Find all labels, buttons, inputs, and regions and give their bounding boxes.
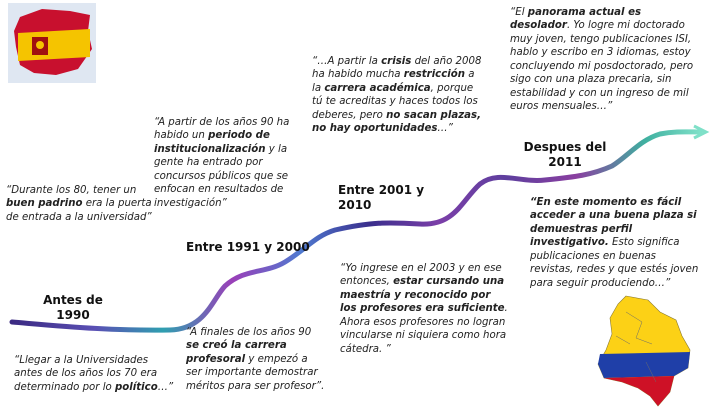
quote-segment: “…A partir la xyxy=(312,56,382,67)
quote-segment: no sacan plazas, no hay oportunidades xyxy=(312,109,481,135)
quote-momento-actual xyxy=(530,196,700,290)
quote-segment: “En este momento es fácil acceder a una buena plaza si demuestras perfil investigativo. xyxy=(530,197,697,249)
quote-segment: carrera académica xyxy=(324,82,431,94)
quote-segment: …” xyxy=(437,123,453,135)
quote-segment: del año 2008 ha habido mucha xyxy=(312,56,482,81)
period-1991-2000: Entre 1991 y 2000 xyxy=(186,240,310,254)
quote-1990s-institucionalizacion xyxy=(154,116,302,210)
quote-segment: . Ahora esos profesores no logran vincularse ni siquiera como hora cátedra. ” xyxy=(340,303,508,355)
quote-segment: periodo de institucionalización xyxy=(154,130,270,155)
quote-segment: estar cursando una maestría y reconocido por los profesores era suficiente xyxy=(340,276,505,315)
period-2001-2010: Entre 2001 y 2010 xyxy=(338,183,425,212)
quote-segment: , porque tú te acreditas y haces todos los deberes, pero xyxy=(312,82,478,121)
quote-1980s xyxy=(6,184,154,224)
quote-segment: …” xyxy=(157,381,174,393)
quote-segment: “El xyxy=(510,7,528,18)
quote-segment: “Durante los 80, tener un xyxy=(6,185,137,196)
quote-segment: crisis xyxy=(381,56,412,67)
colombia-flag-map xyxy=(586,292,704,410)
quote-segment: “A finales de los años 90 xyxy=(186,327,312,338)
quote-antes-70 xyxy=(14,354,174,394)
quote-segment: “Yo ingrese en el 2003 y en ese entonces, xyxy=(340,263,502,288)
period-antes-1990: Antes de 1990 xyxy=(43,293,103,322)
quote-segment: buen padrino xyxy=(6,198,83,210)
quote-segment: político xyxy=(115,381,158,393)
period-despues-2011: Despues del 2011 xyxy=(523,140,607,169)
quote-segment: a la xyxy=(312,69,475,94)
quote-segment: y la gente ha entrado por concursos públicos que se enfocan en resultados de investigación” xyxy=(154,143,289,209)
quote-segment: se creó la carrera profesoral xyxy=(186,340,287,365)
quote-crisis-2008 xyxy=(312,55,482,136)
quote-segment: restricción xyxy=(403,69,466,81)
quote-panorama-actual xyxy=(510,6,700,114)
quote-segment: era la puerta de entrada a la universidad” xyxy=(6,198,152,223)
quote-segment: y empezó a ser importante demostrar méritos para ser profesor”. xyxy=(186,353,325,392)
quote-segment: Esto significa publicaciones en buenas revistas, redes y que estés joven para seguir produciendo…” xyxy=(530,237,699,289)
quote-segment: panorama actual es desolador xyxy=(510,7,642,32)
quote-ingreso-2003 xyxy=(340,262,510,356)
spain-flag-map xyxy=(8,3,96,83)
quote-segment: “Llegar a la Universidades antes de los años los 70 era determinado por lo xyxy=(14,355,158,393)
quote-finales-90 xyxy=(186,326,326,393)
quote-segment: . Yo logre mi doctorado muy joven, tengo publicaciones ISI, hablo y escribo en 3 idiomas, estoy concluyendo mi posdoctorado, pero sigo con una plaza precaria, sin estabilidad y con un ingreso de mil euros mensuales…” xyxy=(510,20,694,113)
quote-segment: “A partir de los años 90 ha habido un xyxy=(154,117,290,142)
